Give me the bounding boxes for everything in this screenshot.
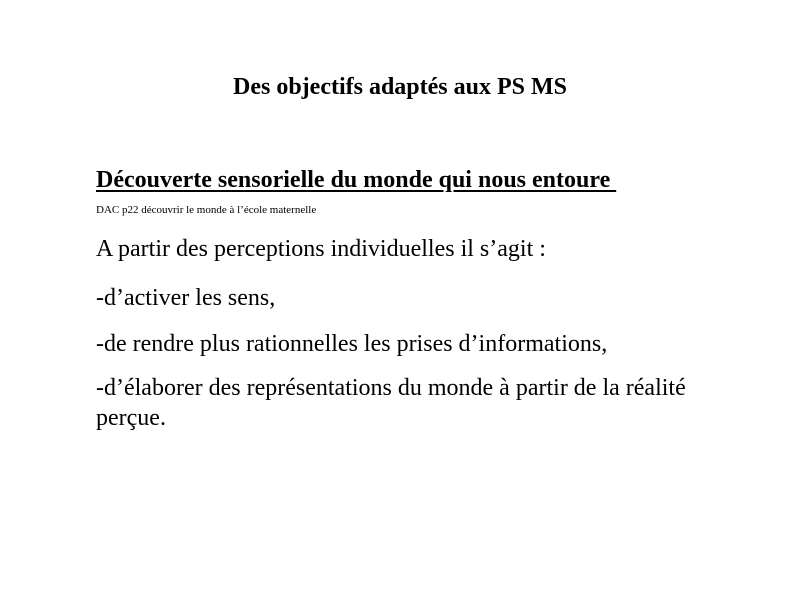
section-heading: Découverte sensorielle du monde qui nous entoure — [96, 167, 617, 193]
objective-item: -de rendre plus rationnelles les prises d’informations, — [96, 331, 608, 357]
reference-note: DAC p22 découvrir le monde à l’école maternelle — [96, 204, 317, 216]
objective-item: -d’élaborer des représentations du monde à partir de la réalité perçue. — [96, 375, 686, 431]
intro-text: A partir des perceptions individuelles il s’agit : — [96, 236, 546, 262]
objective-item: -d’activer les sens, — [96, 285, 276, 311]
slide-title: Des objectifs adaptés aux PS MS — [233, 74, 567, 100]
